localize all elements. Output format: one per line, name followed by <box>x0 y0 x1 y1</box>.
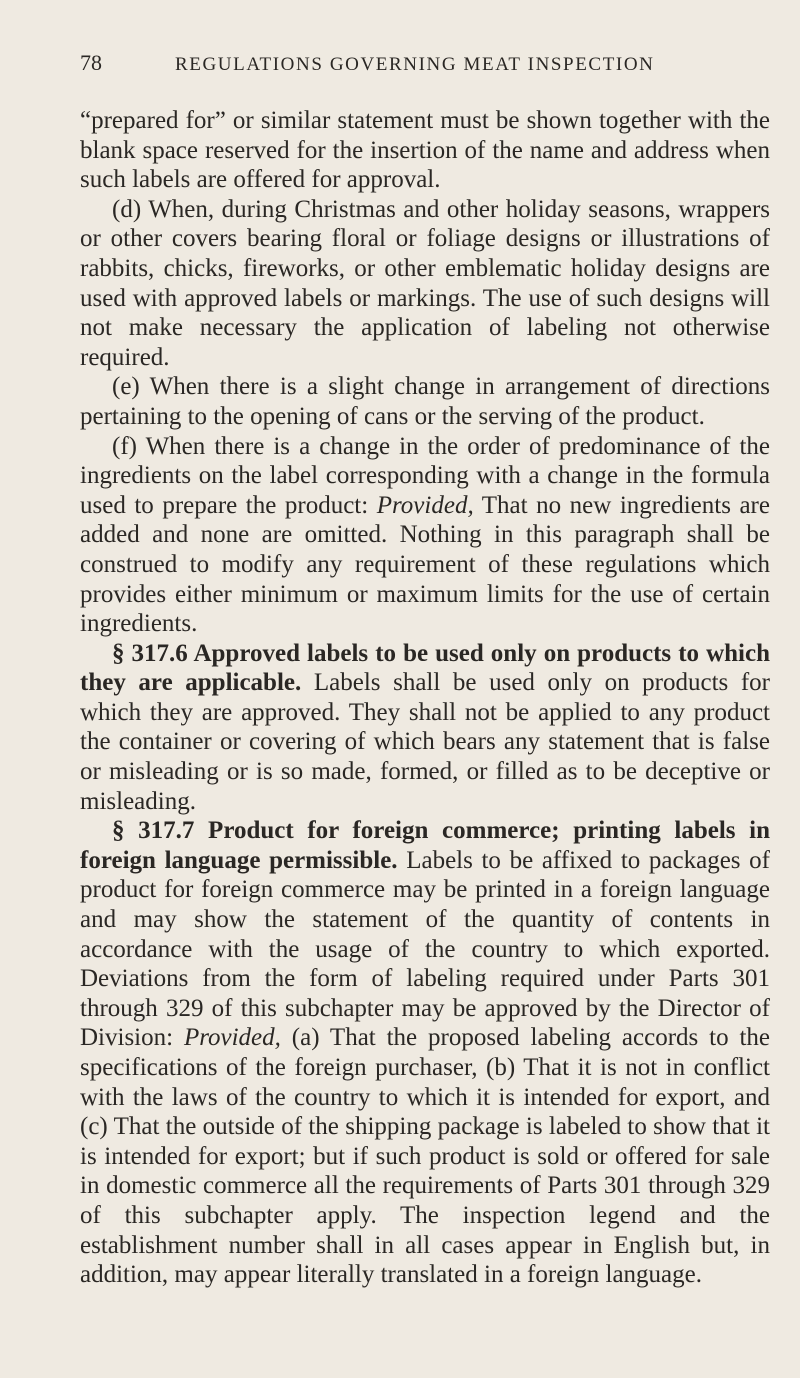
paragraph-text: “prepared for” or similar statement must be shown together with the blank space reserved for the insertion of the name and address when such labels are offered for approval. <box>80 107 770 194</box>
section-heading: § 317.6 Approved labels to be used only on products to which they are applicable. <box>80 639 770 697</box>
paragraph-text: (e) When there is a slight change in arrangement of directions pertaining to the opening of cans or the serving of the product. <box>80 373 770 430</box>
paragraph-text: That no new ingredients are added and none are omitted. Nothing in this paragraph shall be construed to modify any requirement of these regulations which provides either minimum or maximum limits for the use of certain ingredients. <box>80 491 770 638</box>
section-text: Labels to be affixed to packages of product for foreign commerce may be printed in a foreign language and may show the statement of the quantity of contents in accordance with the usage of the country to which exported. Deviations from the form of labeling required under Parts 301 through 329 of this subchapter may be approved by the Director of Division: <box>80 846 771 1052</box>
paragraph-d <box>80 195 770 373</box>
section-text: (a) That the proposed labeling accords to the specifications of the foreign purchaser, (b) That it is not in conflict with the laws of the country to which it is intended for export, and (c) That the outside of the shipping package is labeled to show that it is intended for export; but if such product is sold or offered for sale in domestic commerce all the requirements of Parts 301 through 329 of this subchapter apply. The inspection legend and the establishment number shall in all cases appear in English but, in addition, may appear literally translated in a foreign language. <box>80 1024 770 1289</box>
body-text <box>80 106 770 1290</box>
paragraph-e <box>80 372 770 431</box>
section-text: Labels shall be used only on products for which they are approved. They shall not be applied to any product the container or covering of which bears any statement that is false or misleading or is so made, formed, or filled as to be deceptive or misleading. <box>80 669 771 815</box>
paragraph-text: (d) When, during Christmas and other holiday seasons, wrappers or other covers bearing floral or foliage designs or illustrations of rabbits, chicks, fireworks, or other emblematic holiday designs are used with approved labels or markings. The use of such designs will not make necessary the application of labeling not otherwise required. <box>80 195 770 371</box>
paragraph-text: (f) When there is a change in the order of predominance of the ingredients on the label corresponding with a change in the formula used to prepare the product: <box>80 432 770 519</box>
paragraph-f <box>80 432 770 639</box>
proviso-word: Provided, <box>183 1024 281 1052</box>
page-number: 78 <box>80 50 102 75</box>
paragraph-continuation <box>80 106 770 195</box>
running-header <box>80 50 770 76</box>
section-317-7 <box>80 816 770 1290</box>
section-heading: § 317.7 Product for foreign commerce; printing labels in foreign language permissible. <box>80 817 770 874</box>
section-317-6 <box>80 639 770 817</box>
running-title: REGULATIONS GOVERNING MEAT INSPECTION <box>175 54 655 75</box>
proviso-word: Provided, <box>376 491 474 519</box>
